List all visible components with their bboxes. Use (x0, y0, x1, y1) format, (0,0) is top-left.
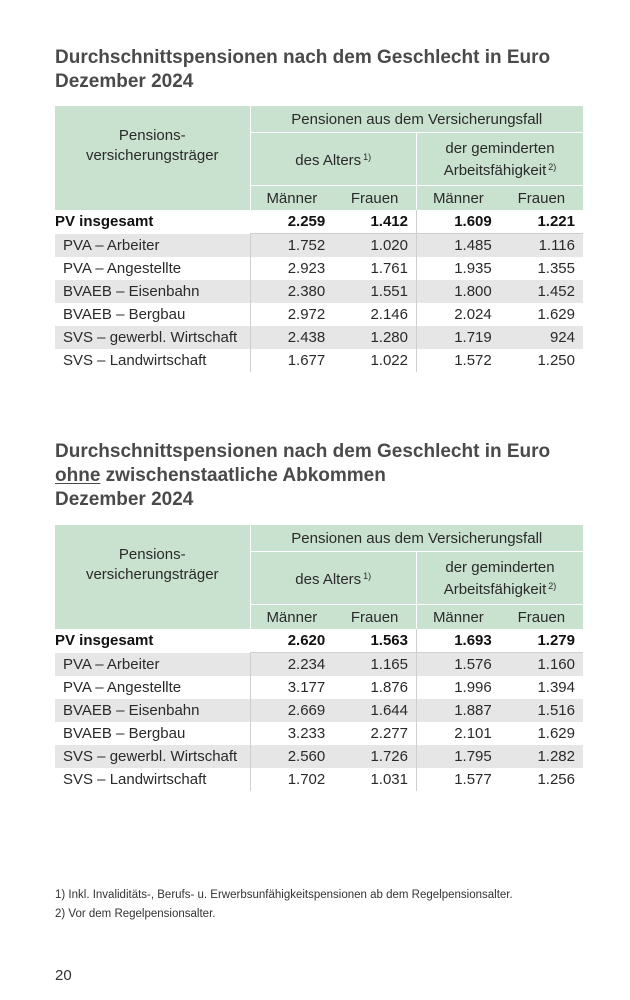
row-name: SVS – gewerbl. Wirtschaft (55, 745, 250, 768)
cell-ges-f: 924 (500, 326, 583, 349)
row-name: PVA – Angestellte (55, 676, 250, 699)
cell-alter-f: 1.022 (333, 349, 416, 372)
cell-alter-m: 2.669 (250, 699, 333, 722)
cell-ges-m: 1.576 (417, 653, 500, 677)
table2-body (55, 629, 583, 791)
cell-ges-m: 1.693 (454, 632, 492, 649)
table2-header-maenner-alter: Männer (266, 608, 318, 626)
table1-header-gemindert: der geminderten Arbeitsfähigkeit $^{2)}$ (417, 133, 584, 186)
table2-title-underlined: ohne (55, 465, 101, 486)
cell-ges-m: 1.609 (454, 213, 492, 230)
cell-alter-m: 1.752 (250, 234, 333, 258)
table1-header-traeger: Pensions- versicherungsträger (55, 106, 250, 186)
table-row (55, 676, 583, 699)
cell-ges-f: 1.256 (537, 771, 575, 788)
table2 (55, 525, 583, 791)
page-number: 20 (55, 967, 72, 984)
cell-ges-f: 1.116 (500, 234, 583, 258)
table-row (55, 280, 583, 303)
cell-alter-m: 2.560 (250, 745, 333, 768)
row-name: BVAEB – Eisenbahn (55, 699, 250, 722)
table2-header-traeger: Pensions- versicherungsträger (55, 525, 250, 605)
table1-title-line1: Durchschnittspensionen nach dem Geschlecht in Euro (55, 47, 551, 68)
cell-ges-m: 1.887 (417, 699, 500, 722)
table1-header-maenner-ges: Männer (432, 189, 484, 207)
cell-ges-f: 1.279 (537, 632, 575, 649)
cell-ges-m: 1.577 (454, 771, 492, 788)
cell-ges-f: 1.452 (500, 280, 583, 303)
table1-title-line2: Dezember 2024 (55, 71, 194, 92)
table-row (55, 326, 583, 349)
table1-header-maenner-alter: Männer (266, 189, 318, 207)
footnotes (55, 886, 513, 924)
table2-header-empty (55, 605, 250, 630)
table2-header-frauen-alter: Frauen (333, 605, 416, 630)
table2-title (55, 440, 550, 512)
cell-ges-m: 1.795 (417, 745, 500, 768)
cell-ges-m: 1.485 (417, 234, 500, 258)
table-row (55, 349, 583, 372)
cell-alter-f: 2.277 (333, 722, 416, 745)
table-row (55, 768, 583, 791)
table1-header-frauen-alter: Frauen (333, 186, 416, 211)
row-name: BVAEB – Eisenbahn (55, 280, 250, 303)
table2-header-gemindert: der geminderten Arbeitsfähigkeit $^{2)}$ (417, 552, 584, 605)
table2-header-group: Pensionen aus dem Versicherungsfall (250, 525, 583, 552)
cell-alter-m: 1.677 (287, 352, 326, 369)
cell-alter-m: 2.259 (287, 213, 326, 230)
cell-ges-f: 1.250 (537, 352, 575, 369)
cell-alter-f: 1.031 (333, 768, 416, 791)
cell-ges-f: 1.160 (500, 653, 583, 677)
row-name: SVS – gewerbl. Wirtschaft (55, 326, 250, 349)
table1-header-alters: des Alters $^{1)}$ (250, 133, 417, 186)
cell-ges-m: 2.024 (454, 306, 492, 323)
cell-alter-f: 1.726 (333, 745, 416, 768)
table2-header-alters: des Alters $^{1)}$ (250, 552, 417, 605)
table1-body (55, 210, 583, 372)
table2-header-frauen-ges: Frauen (517, 608, 566, 626)
table-row (55, 699, 583, 722)
row-name: SVS – Landwirtschaft (55, 768, 250, 791)
cell-alter-f: 1.876 (333, 676, 416, 699)
footnote-2: 2) Vor dem Regelpensionsalter. (55, 908, 216, 920)
row-name: SVS – Landwirtschaft (55, 349, 250, 372)
row-name: BVAEB – Bergbau (55, 303, 250, 326)
row-name: PVA – Angestellte (55, 257, 250, 280)
table1-header-group: Pensionen aus dem Versicherungsfall (250, 106, 583, 133)
cell-alter-f: 1.644 (333, 699, 416, 722)
table1-header-frauen-ges: Frauen (517, 189, 566, 207)
cell-ges-m: 1.996 (454, 679, 492, 696)
cell-alter-f: 1.761 (333, 257, 416, 280)
table-row (55, 653, 583, 677)
cell-alter-f: 1.020 (333, 234, 416, 258)
row-name: PVA – Arbeiter (55, 653, 250, 677)
table2-title-line1: Durchschnittspensionen nach dem Geschlecht in Euro (55, 441, 551, 462)
cell-alter-m: 1.702 (287, 771, 326, 788)
row-name: BVAEB – Bergbau (55, 722, 250, 745)
cell-ges-m: 1.719 (417, 326, 500, 349)
table2-header-maenner-ges: Männer (432, 608, 484, 626)
table2-title-line2: zwischenstaatliche Abkommen (100, 465, 386, 486)
cell-alter-f: 1.563 (333, 629, 416, 653)
cell-alter-f: 1.551 (333, 280, 416, 303)
table-row (55, 629, 583, 653)
cell-ges-m: 1.935 (454, 260, 492, 277)
cell-ges-f: 1.629 (537, 306, 575, 323)
cell-alter-f: 1.165 (333, 653, 416, 677)
cell-ges-f: 1.629 (537, 725, 575, 742)
cell-alter-m: 3.177 (287, 679, 326, 696)
table-row (55, 745, 583, 768)
table-row (55, 234, 583, 258)
table-row (55, 210, 583, 234)
table1-title (55, 46, 550, 94)
footnote-1: 1) Inkl. Invaliditäts-, Berufs- u. Erwerbsunfähigkeitspensionen ab dem Regelpensionsalter. (55, 889, 513, 901)
cell-ges-f: 1.394 (537, 679, 575, 696)
cell-alter-m: 2.234 (250, 653, 333, 677)
cell-alter-m: 3.233 (287, 725, 326, 742)
cell-alter-m: 2.380 (250, 280, 333, 303)
cell-ges-m: 1.572 (454, 352, 492, 369)
table1-header (55, 106, 583, 210)
cell-alter-m: 2.620 (287, 632, 326, 649)
cell-ges-f: 1.282 (500, 745, 583, 768)
table1 (55, 106, 583, 372)
table2-title-line3: Dezember 2024 (55, 489, 194, 510)
table-row (55, 303, 583, 326)
row-name: PV insgesamt (55, 213, 154, 231)
table-row (55, 257, 583, 280)
row-name: PVA – Arbeiter (55, 234, 250, 258)
table2-header (55, 525, 583, 629)
cell-alter-f: 1.280 (333, 326, 416, 349)
cell-alter-m: 2.438 (250, 326, 333, 349)
table1-header-empty (55, 186, 250, 211)
row-name: PV insgesamt (55, 632, 154, 650)
cell-alter-m: 2.923 (287, 260, 326, 277)
cell-ges-f: 1.355 (537, 260, 575, 277)
cell-ges-f: 1.516 (500, 699, 583, 722)
table-row (55, 722, 583, 745)
cell-ges-m: 1.800 (417, 280, 500, 303)
cell-alter-f: 2.146 (333, 303, 416, 326)
cell-ges-m: 2.101 (454, 725, 492, 742)
cell-alter-m: 2.972 (287, 306, 326, 323)
cell-alter-f: 1.412 (333, 210, 416, 234)
cell-ges-f: 1.221 (537, 213, 575, 230)
